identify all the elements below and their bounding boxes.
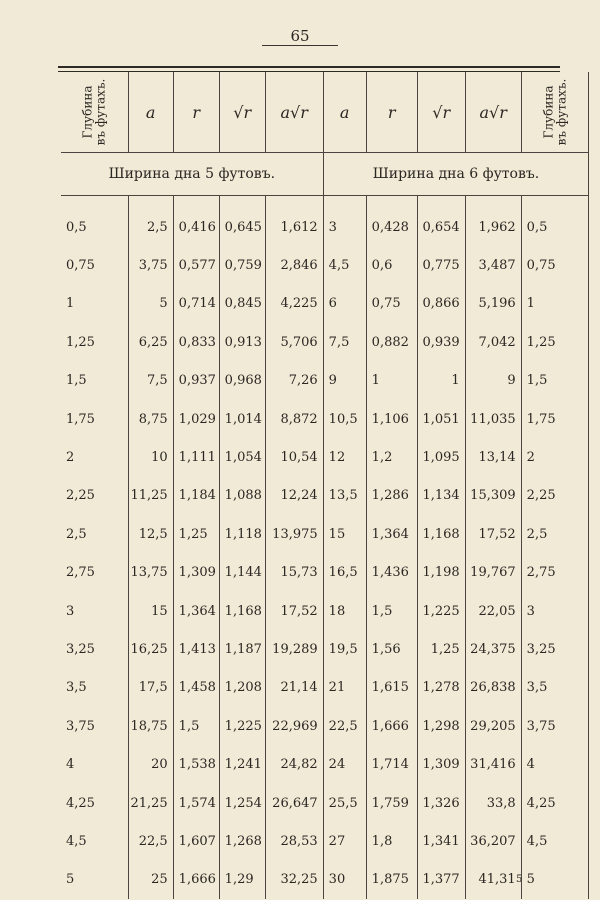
cell-depth-right: 2,75 bbox=[521, 554, 589, 592]
cell-r-right: 1,5 bbox=[366, 592, 417, 630]
cell-a-left: 5 bbox=[128, 285, 173, 323]
cell-a-sqrt-r-left: 8,872 bbox=[265, 400, 323, 438]
cell-a-sqrt-r-left: 12,24 bbox=[265, 477, 323, 515]
cell-r-left: 1,607 bbox=[173, 822, 219, 860]
cell-a-sqrt-r-right: 36,207 bbox=[465, 822, 521, 860]
cell-depth-right: 0,5 bbox=[521, 208, 589, 246]
table-row bbox=[61, 477, 589, 515]
cell-r-right: 1,2 bbox=[366, 438, 417, 476]
cell-r-right: 1,875 bbox=[366, 861, 417, 899]
cell-a-sqrt-r-right: 19,767 bbox=[465, 554, 521, 592]
table-top-rule bbox=[58, 66, 560, 68]
cell-a-sqrt-r-right: 17,52 bbox=[465, 515, 521, 553]
header-r-right: r bbox=[366, 72, 417, 153]
cell-a-right: 27 bbox=[323, 822, 366, 860]
cell-sqrt-r-right: 1,309 bbox=[417, 745, 465, 783]
cell-sqrt-r-right: 1,326 bbox=[417, 784, 465, 822]
cell-depth-left: 4 bbox=[61, 745, 128, 783]
cell-r-right: 0,6 bbox=[366, 246, 417, 284]
table-body bbox=[61, 208, 589, 899]
cell-sqrt-r-right: 1 bbox=[417, 362, 465, 400]
cell-a-left: 21,25 bbox=[128, 784, 173, 822]
cell-a-sqrt-r-left: 4,225 bbox=[265, 285, 323, 323]
cell-sqrt-r-right: 1,278 bbox=[417, 669, 465, 707]
cell-sqrt-r-right: 1,25 bbox=[417, 630, 465, 668]
cell-a-sqrt-r-right: 26,838 bbox=[465, 669, 521, 707]
table-row bbox=[61, 554, 589, 592]
cell-sqrt-r-left: 1,144 bbox=[219, 554, 265, 592]
cell-depth-right: 4,25 bbox=[521, 784, 589, 822]
cell-r-left: 1,574 bbox=[173, 784, 219, 822]
table-row bbox=[61, 707, 589, 745]
cell-a-sqrt-r-left: 22,969 bbox=[265, 707, 323, 745]
cell-r-left: 1,458 bbox=[173, 669, 219, 707]
cell-sqrt-r-left: 1,014 bbox=[219, 400, 265, 438]
cell-a-sqrt-r-right: 33,8 bbox=[465, 784, 521, 822]
cell-depth-right: 3,75 bbox=[521, 707, 589, 745]
cell-sqrt-r-left: 0,913 bbox=[219, 323, 265, 361]
cell-sqrt-r-right: 0,775 bbox=[417, 246, 465, 284]
cell-depth-left: 1,5 bbox=[61, 362, 128, 400]
cell-a-left: 11,25 bbox=[128, 477, 173, 515]
cell-r-left: 1,413 bbox=[173, 630, 219, 668]
cell-r-right: 1,759 bbox=[366, 784, 417, 822]
cell-a-sqrt-r-left: 1,612 bbox=[265, 208, 323, 246]
cell-a-sqrt-r-right: 5,196 bbox=[465, 285, 521, 323]
cell-r-left: 1,364 bbox=[173, 592, 219, 630]
table-row bbox=[61, 822, 589, 860]
cell-depth-right: 2,25 bbox=[521, 477, 589, 515]
cell-a-right: 19,5 bbox=[323, 630, 366, 668]
cell-r-left: 1,309 bbox=[173, 554, 219, 592]
cell-a-sqrt-r-right: 1,962 bbox=[465, 208, 521, 246]
cell-r-right: 0,882 bbox=[366, 323, 417, 361]
section-right-title: Ширина дна 6 футовъ. bbox=[323, 153, 589, 196]
header-sqrt-r-right: √r bbox=[417, 72, 465, 153]
cell-a-left: 12,5 bbox=[128, 515, 173, 553]
section-left-title: Ширина дна 5 футовъ. bbox=[61, 153, 323, 196]
table-row bbox=[61, 246, 589, 284]
cell-a-right: 15 bbox=[323, 515, 366, 553]
table-row bbox=[61, 285, 589, 323]
header-r-left: r bbox=[173, 72, 219, 153]
cell-a-sqrt-r-right: 29,205 bbox=[465, 707, 521, 745]
cell-a-left: 20 bbox=[128, 745, 173, 783]
cell-sqrt-r-right: 0,939 bbox=[417, 323, 465, 361]
cell-a-right: 13,5 bbox=[323, 477, 366, 515]
cell-depth-right: 1 bbox=[521, 285, 589, 323]
cell-r-left: 0,937 bbox=[173, 362, 219, 400]
cell-depth-left: 3 bbox=[61, 592, 128, 630]
cell-a-sqrt-r-right: 7,042 bbox=[465, 323, 521, 361]
cell-r-right: 1,666 bbox=[366, 707, 417, 745]
cell-r-right: 1,714 bbox=[366, 745, 417, 783]
cell-a-left: 15 bbox=[128, 592, 173, 630]
cell-depth-right: 1,25 bbox=[521, 323, 589, 361]
cell-a-left: 17,5 bbox=[128, 669, 173, 707]
cell-a-sqrt-r-right: 22,05 bbox=[465, 592, 521, 630]
table-header-row bbox=[61, 72, 589, 153]
cell-a-sqrt-r-right: 3,487 bbox=[465, 246, 521, 284]
cell-a-sqrt-r-left: 17,52 bbox=[265, 592, 323, 630]
cell-sqrt-r-right: 1,377 bbox=[417, 861, 465, 899]
table-row bbox=[61, 400, 589, 438]
cell-depth-right: 2 bbox=[521, 438, 589, 476]
cell-r-right: 1,106 bbox=[366, 400, 417, 438]
cell-a-right: 12 bbox=[323, 438, 366, 476]
cell-depth-right: 3,5 bbox=[521, 669, 589, 707]
cell-a-sqrt-r-left: 26,647 bbox=[265, 784, 323, 822]
cell-depth-right: 4 bbox=[521, 745, 589, 783]
cell-depth-left: 1,25 bbox=[61, 323, 128, 361]
cell-a-right: 25,5 bbox=[323, 784, 366, 822]
cell-sqrt-r-left: 1,241 bbox=[219, 745, 265, 783]
cell-sqrt-r-right: 1,051 bbox=[417, 400, 465, 438]
cell-a-sqrt-r-left: 13,975 bbox=[265, 515, 323, 553]
cell-a-sqrt-r-left: 21,14 bbox=[265, 669, 323, 707]
cell-r-left: 1,029 bbox=[173, 400, 219, 438]
cell-depth-left: 1 bbox=[61, 285, 128, 323]
page-number-rule bbox=[262, 45, 338, 46]
cell-sqrt-r-right: 1,134 bbox=[417, 477, 465, 515]
cell-sqrt-r-right: 0,654 bbox=[417, 208, 465, 246]
cell-depth-left: 2,75 bbox=[61, 554, 128, 592]
table-row bbox=[61, 784, 589, 822]
header-sqrt-r-left: √r bbox=[219, 72, 265, 153]
cell-sqrt-r-right: 1,298 bbox=[417, 707, 465, 745]
section-header-row bbox=[61, 153, 589, 196]
cell-r-right: 1,56 bbox=[366, 630, 417, 668]
table-row bbox=[61, 861, 589, 899]
table-row bbox=[61, 515, 589, 553]
cell-sqrt-r-left: 1,29 bbox=[219, 861, 265, 899]
depth-header-left: Глубина въ футахъ. bbox=[61, 72, 128, 153]
cell-depth-right: 1,75 bbox=[521, 400, 589, 438]
table-row bbox=[61, 630, 589, 668]
cell-r-left: 1,5 bbox=[173, 707, 219, 745]
cell-depth-left: 1,75 bbox=[61, 400, 128, 438]
cell-a-left: 10 bbox=[128, 438, 173, 476]
cell-a-right: 22,5 bbox=[323, 707, 366, 745]
cell-sqrt-r-left: 1,054 bbox=[219, 438, 265, 476]
spacer-row bbox=[61, 196, 589, 209]
cell-a-sqrt-r-right: 11,035 bbox=[465, 400, 521, 438]
cell-r-right: 1,436 bbox=[366, 554, 417, 592]
cell-a-sqrt-r-right: 31,416 bbox=[465, 745, 521, 783]
cell-a-right: 24 bbox=[323, 745, 366, 783]
cell-a-sqrt-r-left: 32,25 bbox=[265, 861, 323, 899]
header-a-sqrt-r-left: a√r bbox=[265, 72, 323, 153]
cell-depth-right: 4,5 bbox=[521, 822, 589, 860]
cell-a-left: 7,5 bbox=[128, 362, 173, 400]
cell-a-sqrt-r-right: 13,14 bbox=[465, 438, 521, 476]
cell-r-left: 1,538 bbox=[173, 745, 219, 783]
cell-r-right: 1,364 bbox=[366, 515, 417, 553]
table-row bbox=[61, 323, 589, 361]
hydraulic-values-table bbox=[61, 72, 589, 899]
cell-sqrt-r-right: 1,168 bbox=[417, 515, 465, 553]
cell-r-right: 0,75 bbox=[366, 285, 417, 323]
table-row bbox=[61, 745, 589, 783]
cell-a-right: 9 bbox=[323, 362, 366, 400]
cell-depth-left: 3,75 bbox=[61, 707, 128, 745]
cell-r-left: 0,833 bbox=[173, 323, 219, 361]
cell-depth-left: 0,5 bbox=[61, 208, 128, 246]
cell-sqrt-r-left: 0,645 bbox=[219, 208, 265, 246]
cell-depth-right: 3 bbox=[521, 592, 589, 630]
cell-depth-left: 4,5 bbox=[61, 822, 128, 860]
cell-a-right: 3 bbox=[323, 208, 366, 246]
cell-a-sqrt-r-right: 9 bbox=[465, 362, 521, 400]
cell-depth-left: 0,75 bbox=[61, 246, 128, 284]
cell-a-sqrt-r-right: 24,375 bbox=[465, 630, 521, 668]
cell-a-left: 13,75 bbox=[128, 554, 173, 592]
cell-a-left: 16,25 bbox=[128, 630, 173, 668]
cell-a-left: 3,75 bbox=[128, 246, 173, 284]
cell-r-right: 1,8 bbox=[366, 822, 417, 860]
cell-r-right: 1,615 bbox=[366, 669, 417, 707]
cell-depth-left: 3,5 bbox=[61, 669, 128, 707]
cell-a-left: 18,75 bbox=[128, 707, 173, 745]
cell-a-right: 21 bbox=[323, 669, 366, 707]
cell-depth-right: 2,5 bbox=[521, 515, 589, 553]
cell-sqrt-r-right: 1,225 bbox=[417, 592, 465, 630]
cell-a-right: 6 bbox=[323, 285, 366, 323]
table-row bbox=[61, 592, 589, 630]
cell-sqrt-r-left: 0,759 bbox=[219, 246, 265, 284]
cell-depth-left: 4,25 bbox=[61, 784, 128, 822]
cell-depth-left: 2,25 bbox=[61, 477, 128, 515]
cell-sqrt-r-left: 0,845 bbox=[219, 285, 265, 323]
cell-a-left: 22,5 bbox=[128, 822, 173, 860]
cell-sqrt-r-right: 1,341 bbox=[417, 822, 465, 860]
page-number: 65 bbox=[290, 27, 310, 45]
cell-a-sqrt-r-left: 28,53 bbox=[265, 822, 323, 860]
signature-mark: 5 bbox=[516, 874, 523, 885]
cell-a-sqrt-r-left: 24,82 bbox=[265, 745, 323, 783]
cell-sqrt-r-right: 1,095 bbox=[417, 438, 465, 476]
cell-sqrt-r-left: 1,088 bbox=[219, 477, 265, 515]
cell-r-right: 0,428 bbox=[366, 208, 417, 246]
cell-depth-left: 5 bbox=[61, 861, 128, 899]
cell-a-left: 25 bbox=[128, 861, 173, 899]
cell-a-right: 7,5 bbox=[323, 323, 366, 361]
table-row bbox=[61, 208, 589, 246]
header-a-left: a bbox=[128, 72, 173, 153]
cell-a-sqrt-r-left: 2,846 bbox=[265, 246, 323, 284]
cell-r-left: 0,577 bbox=[173, 246, 219, 284]
cell-sqrt-r-left: 1,225 bbox=[219, 707, 265, 745]
cell-a-left: 2,5 bbox=[128, 208, 173, 246]
cell-a-right: 10,5 bbox=[323, 400, 366, 438]
cell-r-left: 1,25 bbox=[173, 515, 219, 553]
header-a-sqrt-r-right: a√r bbox=[465, 72, 521, 153]
cell-sqrt-r-left: 1,118 bbox=[219, 515, 265, 553]
table-row bbox=[61, 438, 589, 476]
cell-sqrt-r-left: 1,268 bbox=[219, 822, 265, 860]
cell-r-left: 1,666 bbox=[173, 861, 219, 899]
cell-a-right: 4,5 bbox=[323, 246, 366, 284]
cell-a-sqrt-r-right: 41,31 bbox=[465, 861, 521, 899]
cell-sqrt-r-left: 1,254 bbox=[219, 784, 265, 822]
cell-a-sqrt-r-left: 7,26 bbox=[265, 362, 323, 400]
cell-depth-left: 2,5 bbox=[61, 515, 128, 553]
cell-sqrt-r-left: 1,208 bbox=[219, 669, 265, 707]
cell-r-left: 1,111 bbox=[173, 438, 219, 476]
cell-a-sqrt-r-left: 5,706 bbox=[265, 323, 323, 361]
cell-a-sqrt-r-left: 10,54 bbox=[265, 438, 323, 476]
cell-depth-right: 0,75 bbox=[521, 246, 589, 284]
cell-sqrt-r-left: 0,968 bbox=[219, 362, 265, 400]
cell-r-right: 1,286 bbox=[366, 477, 417, 515]
cell-a-sqrt-r-left: 19,289 bbox=[265, 630, 323, 668]
depth-header-right: Глубина въ футахъ. bbox=[521, 72, 589, 153]
cell-depth-right: 3,25 bbox=[521, 630, 589, 668]
cell-a-left: 6,25 bbox=[128, 323, 173, 361]
table-row bbox=[61, 669, 589, 707]
cell-r-left: 1,184 bbox=[173, 477, 219, 515]
cell-a-sqrt-r-left: 15,73 bbox=[265, 554, 323, 592]
cell-sqrt-r-left: 1,168 bbox=[219, 592, 265, 630]
cell-a-right: 16,5 bbox=[323, 554, 366, 592]
cell-sqrt-r-right: 1,198 bbox=[417, 554, 465, 592]
cell-depth-right: 1,5 bbox=[521, 362, 589, 400]
cell-sqrt-r-right: 0,866 bbox=[417, 285, 465, 323]
cell-a-right: 30 bbox=[323, 861, 366, 899]
cell-a-sqrt-r-right: 15,309 bbox=[465, 477, 521, 515]
cell-r-left: 0,714 bbox=[173, 285, 219, 323]
cell-depth-left: 2 bbox=[61, 438, 128, 476]
table-row bbox=[61, 362, 589, 400]
header-a-right: a bbox=[323, 72, 366, 153]
cell-a-left: 8,75 bbox=[128, 400, 173, 438]
cell-r-right: 1 bbox=[366, 362, 417, 400]
cell-depth-right: 5 bbox=[521, 861, 589, 899]
cell-a-right: 18 bbox=[323, 592, 366, 630]
cell-sqrt-r-left: 1,187 bbox=[219, 630, 265, 668]
cell-depth-left: 3,25 bbox=[61, 630, 128, 668]
cell-r-left: 0,416 bbox=[173, 208, 219, 246]
